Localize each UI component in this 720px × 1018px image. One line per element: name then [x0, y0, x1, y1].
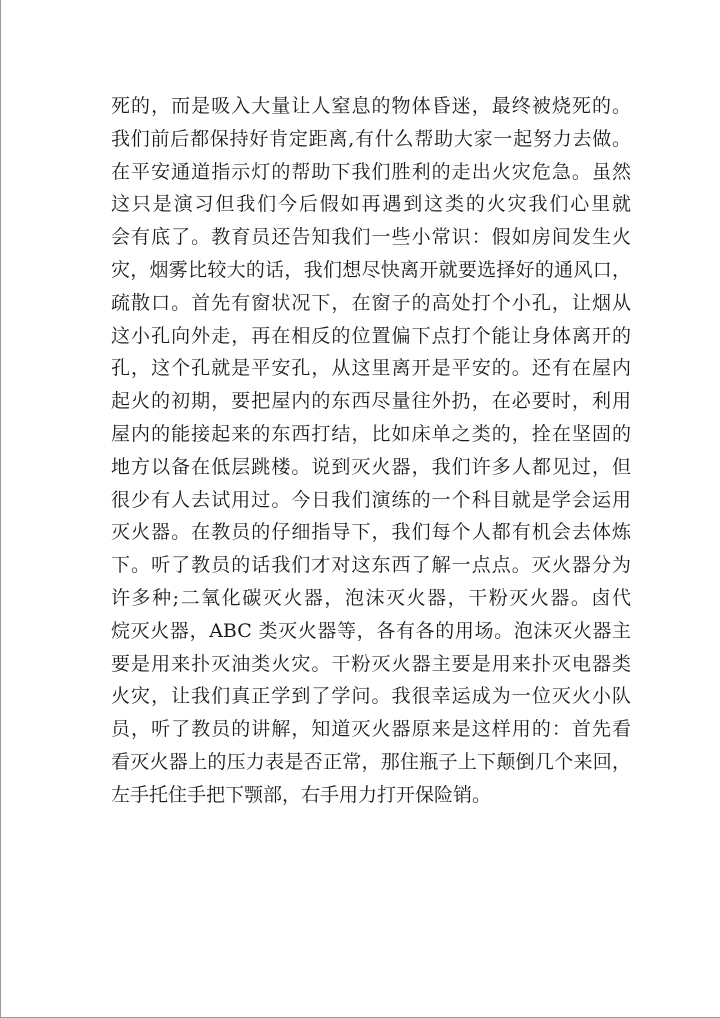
- text-line: 地方以备在低层跳楼。说到灭火器，我们许多人都见过，但: [111, 455, 631, 478]
- text-line: 我们前后都保持好肯定距离,有什么帮助大家一起努力去做。: [111, 127, 631, 150]
- text-line: 会有底了。教育员还告知我们一些小常识：假如房间发生火: [111, 226, 631, 249]
- text-line: 左手托住手把下颚部，右手用力打开保险销。: [111, 783, 492, 806]
- text-line: 这只是演习但我们今后假如再遇到这类的火灾我们心里就: [111, 193, 631, 216]
- body-text: [111, 90, 631, 812]
- text-line: 很少有人去试用过。今日我们演练的一个科目就是学会运用: [111, 488, 631, 511]
- text-line: 在平安通道指示灯的帮助下我们胜利的走出火灾危急。虽然: [111, 160, 631, 183]
- text-line: 员，听了教员的讲解，知道灭火器原来是这样用的：首先看: [111, 718, 631, 741]
- text-line: 要是用来扑灭油类火灾。干粉灭火器主要是用来扑灭电器类: [111, 652, 631, 675]
- text-line: 孔，这个孔就是平安孔，从这里离开是平安的。还有在屋内: [111, 357, 631, 380]
- text-line: 屋内的能接起来的东西打结，比如床单之类的，拴在坚固的: [111, 422, 631, 445]
- text-line: 这小孔向外走，再在相反的位置偏下点打个能让身体离开的: [111, 324, 631, 347]
- text-line: 灾，烟雾比较大的话，我们想尽快离开就要选择好的通风口，: [111, 258, 631, 281]
- text-line: 死的，而是吸入大量让人窒息的物体昏迷，最终被烧死的。: [111, 95, 631, 117]
- text-line: 疏散口。首先有窗状况下，在窗子的高处打个小孔，让烟从: [111, 291, 631, 314]
- text-line: 看灭火器上的压力表是否正常，那住瓶子上下颠倒几个来回，: [111, 750, 631, 773]
- text-line: 烷灭火器，ABC 类灭火器等，各有各的用场。泡沫灭火器主: [111, 619, 631, 642]
- text-line: 起火的初期，要把屋内的东西尽量往外扔，在必要时，利用: [111, 390, 631, 413]
- text-line: 灭火器。在教员的仔细指导下，我们每个人都有机会去体炼: [111, 521, 631, 544]
- text-line: 下。听了教员的话我们才对这东西了解一点点。灭火器分为: [111, 554, 631, 577]
- text-line: 火灾，让我们真正学到了学问。我很幸运成为一位灭火小队: [111, 685, 631, 708]
- text-line: 许多种;二氧化碳灭火器，泡沫灭火器，干粉灭火器。卤代: [111, 586, 631, 609]
